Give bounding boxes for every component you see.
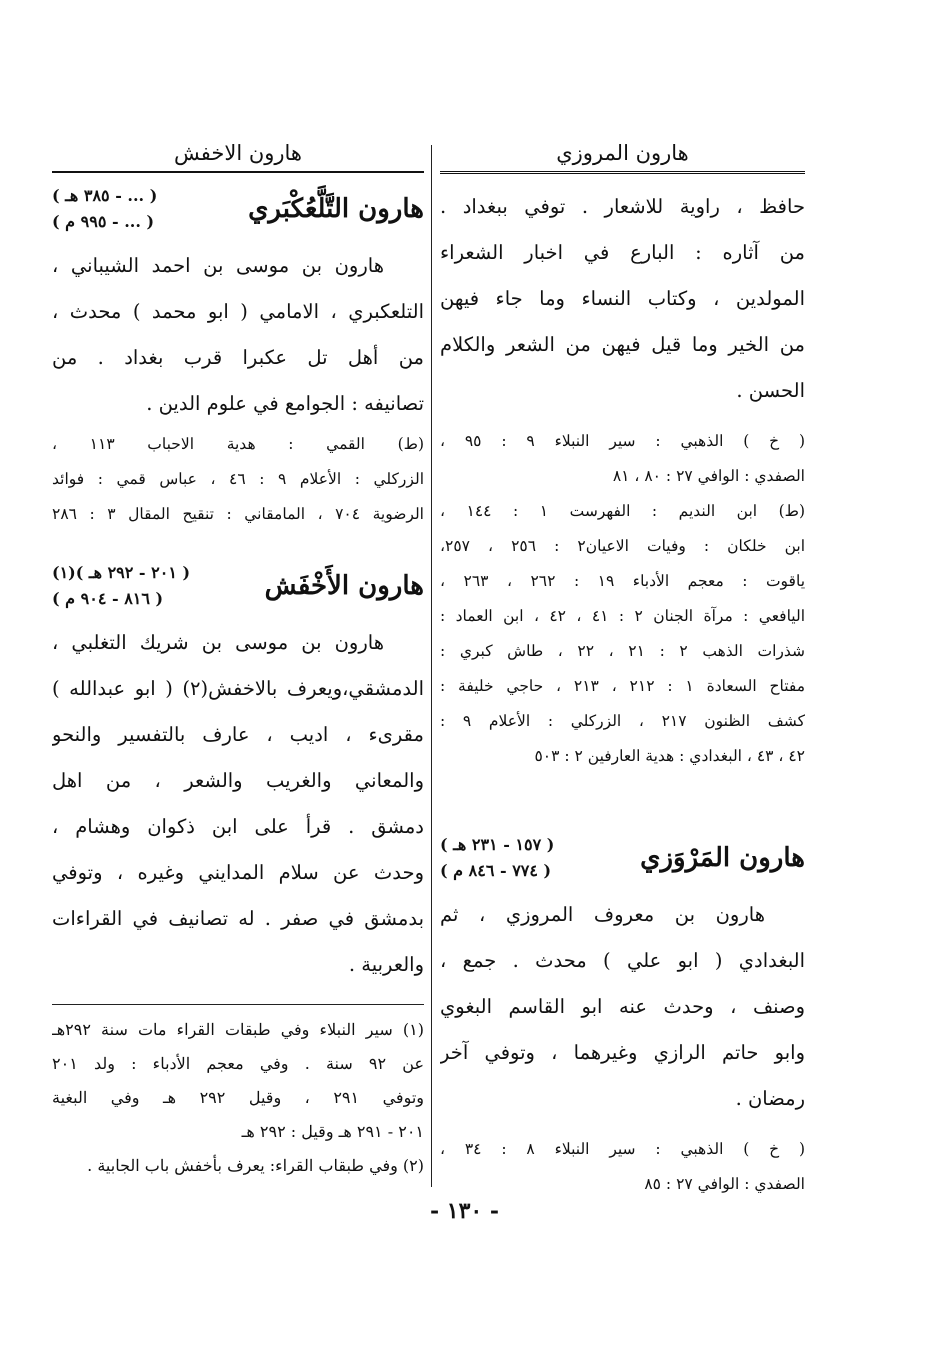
- text-line: من أهل تل عكبرا قرب بغداد . من: [52, 346, 424, 369]
- entry-heading: [52, 183, 424, 235]
- text-line: دمشق . قرأ على ابن ذكوان وهشام ،: [52, 815, 424, 838]
- text-line: البغدادي ( ابو علي ) محدث . جمع ،: [440, 949, 805, 972]
- text-line: تصانيفه : الجوامع في علوم الدين .: [146, 392, 424, 415]
- entry-body: [440, 892, 805, 1122]
- text-line: وحدث عن سلام المدايني وغيره ، وتوفي: [52, 861, 424, 884]
- entry-heading: [440, 832, 805, 884]
- text-line: هارون بن موسى بن احمد الشيباني ،: [52, 254, 384, 277]
- reference-line: ابن خلكان : وفيات الاعيان٢ : ٢٥٦ ، ٢٥٧،: [440, 537, 805, 555]
- entry-dates: [52, 560, 190, 612]
- footnote-line: عن ٩٢ سنة . وفي معجم الأدباء : ولد ٢٠١: [52, 1054, 424, 1073]
- text-line: التلعكبري ، الامامي ( ابو محمد ) محدث ،: [52, 300, 424, 323]
- footnote-line: (٢) وفي طبقاب القراء: يعرف بأخفش باب الجابية .: [87, 1156, 424, 1175]
- text-line: المولدين ، وكتاب النساء وما جاء فيهن: [440, 287, 805, 310]
- right-column-header: هارون المروزي: [440, 135, 805, 174]
- reference-line: الرضوية ٧٠٤ ، المامقاني : تنقيح المقال ٣ : ٢٨٦: [52, 505, 424, 523]
- footnote-separator: [52, 1004, 424, 1005]
- text-line: وصنف ، وحدث عنه ابو القاسم البغوي: [440, 995, 805, 1018]
- reference-line: ياقوت : معجم الأدباء ١٩ : ٢٦٢ ، ٢٦٣ ،: [440, 572, 805, 590]
- entry-dates: [440, 832, 554, 884]
- dates-gregorian: ( ٧٧٤ - ٨٤٦ م ): [440, 861, 552, 880]
- reference-line: شذرات الذهب ٢ : ٢١ ، ٢٢ ، طاش كبري :: [440, 642, 805, 660]
- footnote-line: (١) سير النبلاء وفي طبقات القراء مات سنة ٢٩٢هـ: [52, 1020, 424, 1039]
- text-line: حافظ ، راوية للاشعار . توفي ببغداد .: [440, 195, 805, 218]
- footnote-line: ٢٠١ - ٢٩١ هـ وقيل : ٢٩٢ هـ: [241, 1122, 424, 1141]
- text-line: هارون بن معروف المروزي ، ثم: [440, 903, 765, 926]
- text-line: الدمشقي،ويعرف بالاخفش(٢) ( ابو عبدالله ): [52, 677, 424, 700]
- reference-line: الصفدي : الوافي ٢٧ : ٨٠ ، ٨١: [612, 467, 805, 485]
- reference-line: الصفدي : الوافي ٢٧ : ٨٥: [644, 1175, 805, 1193]
- text-line: من آثاره : البارع في اخبار الشعراء: [440, 241, 805, 264]
- dates-hijri: ( ٢٠١ - ٢٩٢ هـ )(١): [52, 563, 191, 582]
- reference-line: ٤٢ ، ٤٣ ، البغدادي : هدية العارفين ٢ : ٥٠٣: [534, 747, 805, 765]
- entry-title: هارون المَرْوَزي: [640, 843, 805, 873]
- dates-gregorian: ( ٨١٦ - ٩٠٤ م ): [52, 589, 164, 608]
- reference-line: مفتاح السعادة ١ : ٢١٢ ، ٢١٣ ، حاجي خليفة :: [440, 677, 805, 695]
- entry-references: [52, 427, 424, 532]
- right-column: [440, 135, 805, 1202]
- reference-line: كشف الظنون ٢١٧ ، الزركلي : الأعلام ٩ :: [440, 712, 805, 730]
- entry-heading: [52, 560, 424, 612]
- reference-line: (ط) ابن النديم : الفهرست ١ : ١٤٤ ،: [440, 502, 805, 520]
- text-line: والمعاني والغريب والشعر ، من اهل: [52, 769, 424, 792]
- reference-block-printed: [440, 494, 805, 774]
- reference-block-manuscripts: [440, 424, 805, 494]
- text-line: رمضان .: [735, 1087, 805, 1110]
- reference-line: ( خ ) الذهبي : سير النبلاء ٨ : ٣٤ ،: [440, 1140, 805, 1158]
- text-line: مقرىء ، اديب ، عارف بالتفسير والنحو: [52, 723, 424, 746]
- entry-title: هارون التَّلَّعُكْبَري: [248, 194, 424, 224]
- reference-line: الزركلي : الأعلام ٩ : ٤٦ ، عباس قمي : فوائد: [52, 470, 424, 488]
- text-line: وابو حاتم الرازي وغيرهما ، وتوفي آخر: [440, 1041, 805, 1064]
- entry-title: هارون الأَخْفَش: [264, 571, 424, 601]
- dates-gregorian: ( ... - ٩٩٥ م ): [52, 212, 155, 231]
- entry-references: [440, 1132, 805, 1202]
- text-line: هارون بن موسى بن شريك التغلبي ،: [52, 631, 384, 654]
- reference-line: ( خ ) الذهبي : سير النبلاء ٩ : ٩٥ ،: [440, 432, 805, 450]
- footnote-line: وتوفي ٢٩١ ، وقيل ٢٩٢ هـ وفي البغية: [52, 1088, 424, 1107]
- left-column-header: هارون الاخفش: [52, 135, 424, 173]
- entry-body: [52, 620, 424, 988]
- text-line: الحسن .: [736, 379, 805, 402]
- reference-line: (ط) القمي : هدية الاحباب ١١٣ ،: [52, 435, 424, 453]
- continuation-text: [440, 184, 805, 414]
- page-number: - ١٣٠ -: [429, 1198, 500, 1224]
- entry-dates: [52, 183, 157, 235]
- dates-hijri: ( ... - ٣٨٥ هـ ): [52, 186, 158, 205]
- text-line: والعربية .: [348, 953, 424, 976]
- column-divider: [431, 145, 432, 1187]
- text-line: من الخير وما قيل فيهن من الشعر والكلام: [440, 333, 805, 356]
- entry-body: [52, 243, 424, 427]
- footnotes: [52, 1013, 424, 1183]
- reference-line: اليافعي : مرآة الجنان ٢ : ٤١ ، ٤٢ ، ابن العماد :: [440, 607, 805, 625]
- left-column: [52, 135, 424, 1183]
- dates-hijri: ( ١٥٧ - ٢٣١ هـ ): [440, 835, 555, 854]
- text-line: بدمشق في صفر . له تصانيف في القراءات: [52, 907, 424, 930]
